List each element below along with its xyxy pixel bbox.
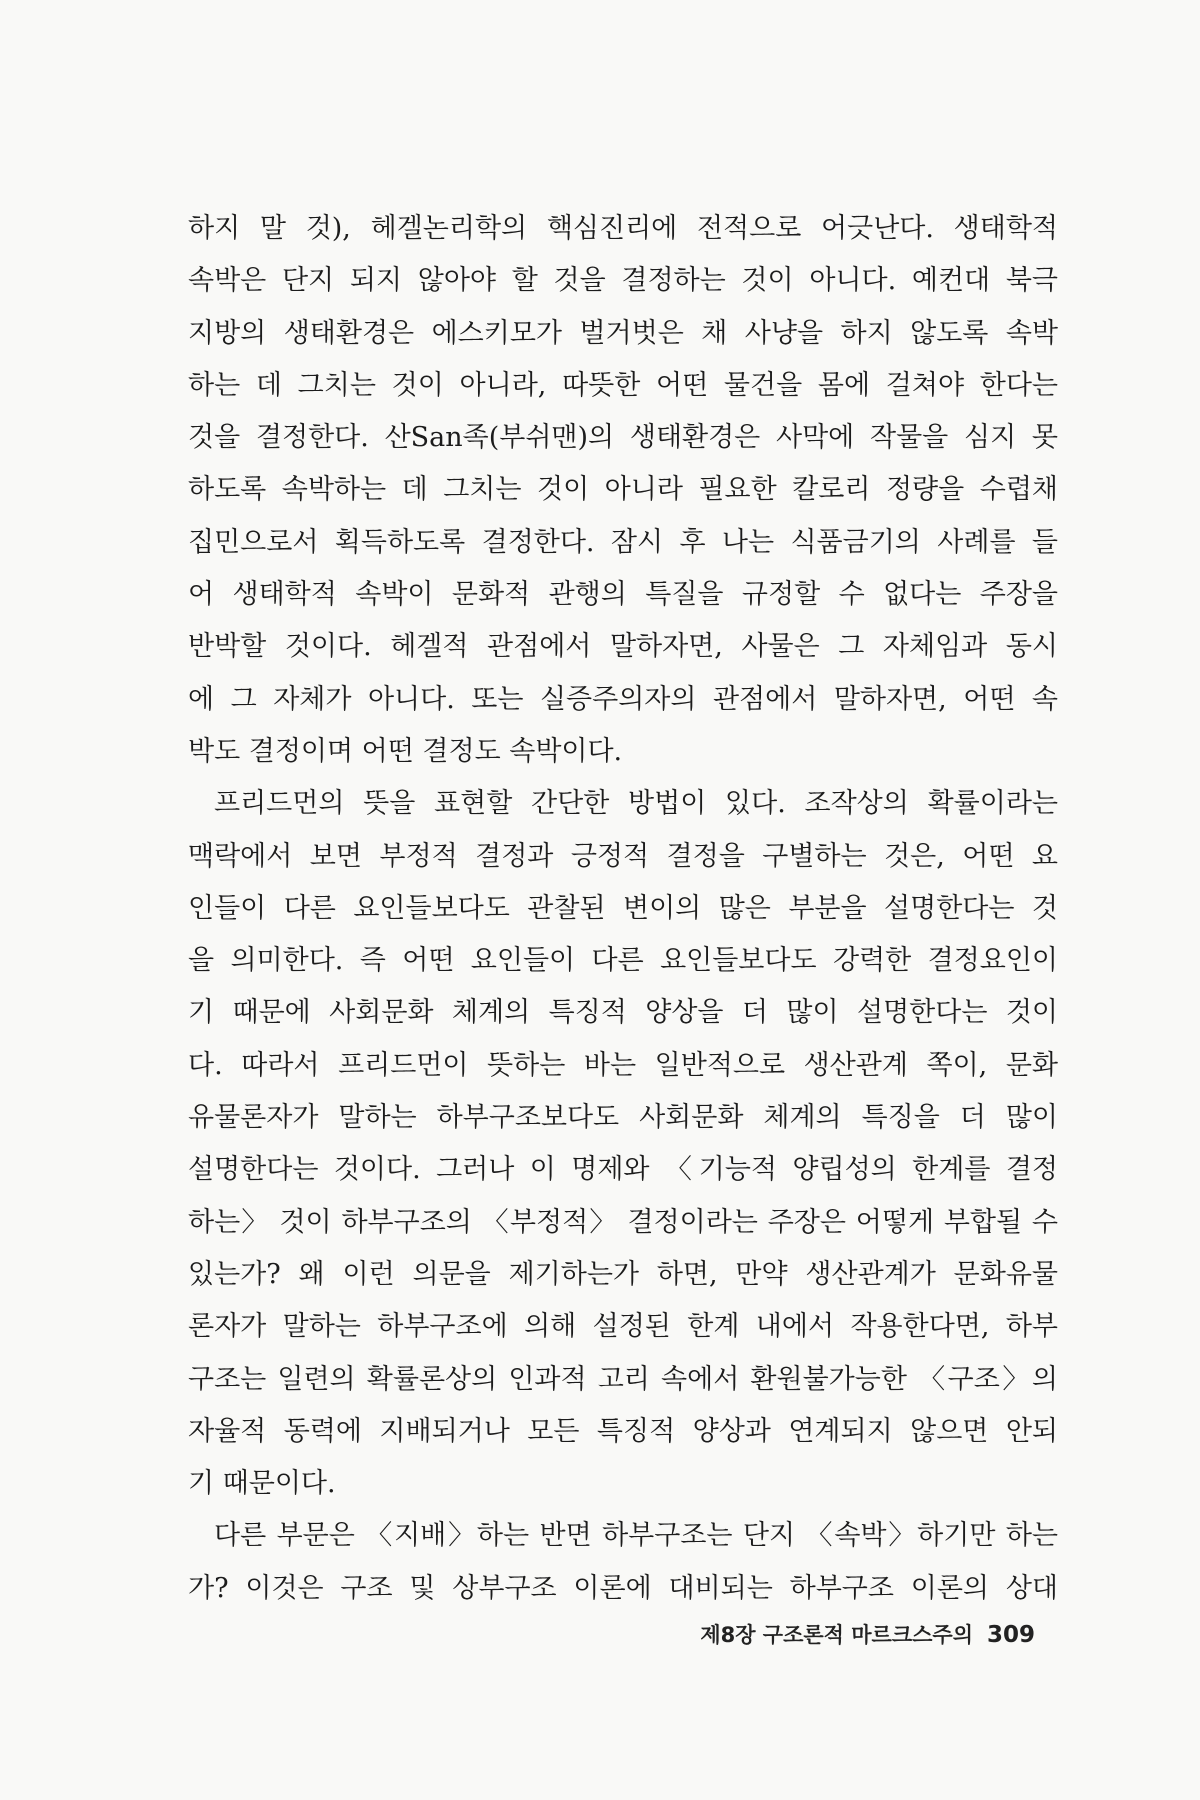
text-line: 것을 결정한다. 산San족(부쉬맨)의 생태환경은 사막에 작물을 심지 못 [188,422,1058,454]
text-line: 구조는 일련의 확률론상의 인과적 고리 속에서 환원불가능한 〈구조〉의 [188,1363,1058,1395]
text-line: 맥락에서 보면 부정적 결정과 긍정적 결정을 구별하는 것은, 어떤 요 [188,840,1058,872]
text-line: 하는〉 것이 하부구조의 〈부정적〉 결정이라는 주장은 어떻게 부합될 수 [188,1206,1058,1238]
text-line: 설명한다는 것이다. 그러나 이 명제와 〈기능적 양립성의 한계를 결정 [188,1154,1058,1186]
text-line: 박도 결정이며 어떤 결정도 속박이다. [188,735,623,767]
text-line: 지방의 생태환경은 에스키모가 벌거벗은 채 사냥을 하지 않도록 속박 [188,317,1058,349]
text-line: 속박은 단지 되지 않아야 할 것을 결정하는 것이 아니다. 예컨대 북극 [188,265,1058,297]
page-number: 309 [986,1622,1035,1648]
text-line: 다. 따라서 프리드먼이 뜻하는 바는 일반적으로 생산관계 쪽이, 문화 [188,1049,1058,1081]
text-line: 유물론자가 말하는 하부구조보다도 사회문화 체계의 특징을 더 많이 [188,1102,1058,1134]
text-line: 기 때문이다. [188,1468,336,1500]
text-line: 자율적 동력에 지배되거나 모든 특징적 양상과 연계되지 않으면 안되 [188,1415,1058,1447]
paragraph-start-line: 다른 부문은 〈지배〉하는 반면 하부구조는 단지 〈속박〉하기만 하는 [214,1520,1058,1552]
text-line: 하도록 속박하는 데 그치는 것이 아니라 필요한 칼로리 정량을 수렵채 [188,474,1058,506]
text-line: 하지 말 것), 헤겔논리학의 핵심진리에 전적으로 어긋난다. 생태학적 [188,213,1058,244]
text-line: 인들이 다른 요인들보다도 관찰된 변이의 많은 부분을 설명한다는 것 [188,892,1058,924]
body-text [188,203,1058,1615]
text-line: 을 의미한다. 즉 어떤 요인들이 다른 요인들보다도 강력한 결정요인이 [188,945,1058,977]
chapter-title: 제8장 구조론적 마르크스주의 [700,1623,973,1647]
paragraph-start-line: 프리드먼의 뜻을 표현할 간단한 방법이 있다. 조작상의 확률이라는 [214,788,1058,820]
page-footer [700,1619,1035,1649]
text-line: 가? 이것은 구조 및 상부구조 이론에 대비되는 하부구조 이론의 상대 [188,1572,1058,1604]
text-line: 어 생태학적 속박이 문화적 관행의 특질을 규정할 수 없다는 주장을 [188,579,1058,611]
text-line: 에 그 자체가 아니다. 또는 실증주의자의 관점에서 말하자면, 어떤 속 [188,683,1058,715]
text-line: 있는가? 왜 이런 의문을 제기하는가 하면, 만약 생산관계가 문화유물 [188,1258,1058,1290]
text-line: 집민으로서 획득하도록 결정한다. 잠시 후 나는 식품금기의 사례를 들 [188,526,1058,558]
text-line: 론자가 말하는 하부구조에 의해 설정된 한계 내에서 작용한다면, 하부 [188,1311,1058,1343]
text-line: 기 때문에 사회문화 체계의 특징적 양상을 더 많이 설명한다는 것이 [188,997,1058,1029]
text-line: 반박할 것이다. 헤겔적 관점에서 말하자면, 사물은 그 자체임과 동시 [188,631,1058,663]
text-line: 하는 데 그치는 것이 아니라, 따뜻한 어떤 물건을 몸에 걸쳐야 한다는 [188,369,1058,401]
